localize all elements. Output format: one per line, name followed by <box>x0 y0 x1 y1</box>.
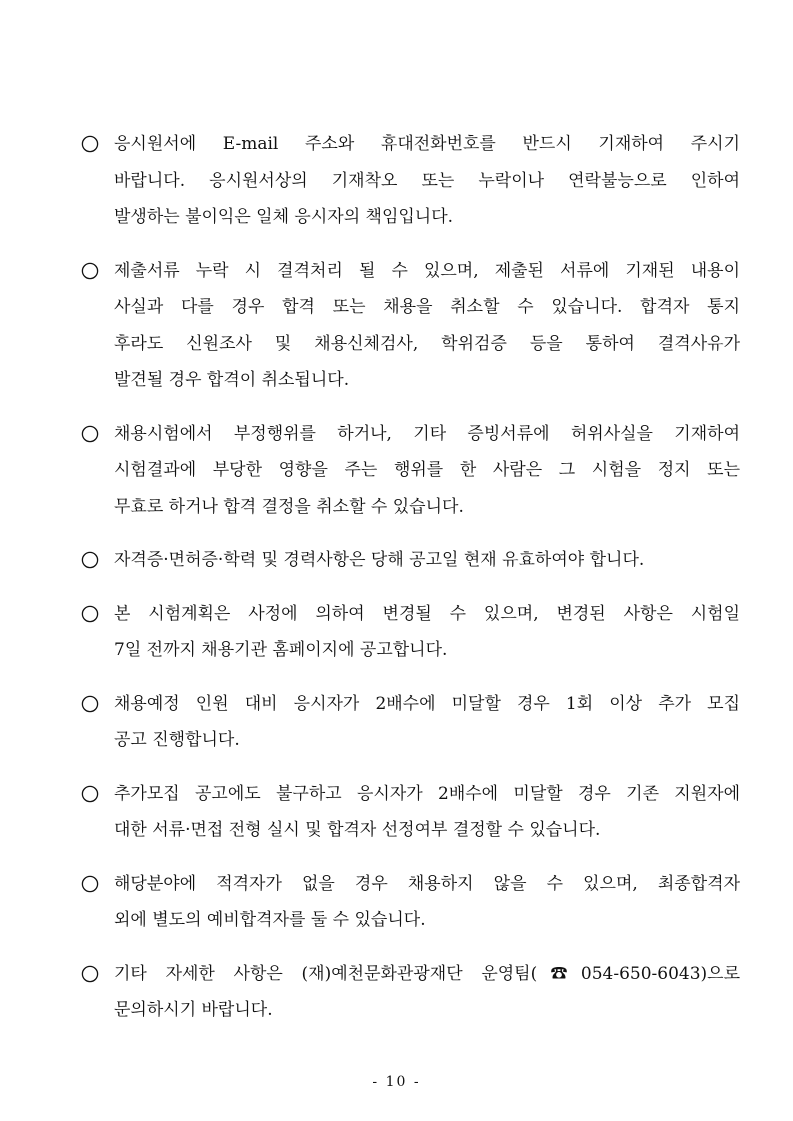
notice-line: 자격증·면허증·학력 및 경력사항은 당해 공고일 현재 유효하여야 합니다. <box>114 550 645 570</box>
circle-bullet-icon <box>80 134 100 154</box>
circle-bullet-icon <box>80 964 100 984</box>
notice-line: 문의하시기 바랍니다. <box>114 1000 273 1020</box>
notice-line: 채용예정 인원 대비 응시자가 2배수에 미달할 경우 1회 이상 추가 모집 <box>114 693 740 714</box>
notice-text <box>114 596 740 669</box>
circle-bullet-icon <box>80 874 100 894</box>
notice-line: 응시원서에 E-mail 주소와 휴대전화번호를 반드시 기재하여 주시기 <box>114 134 740 154</box>
notice-item <box>80 416 740 526</box>
circle-bullet-icon <box>80 604 100 624</box>
notice-item <box>80 126 740 236</box>
notice-item <box>80 776 740 849</box>
notice-line: 채용시험에서 부정행위를 하거나, 기타 증빙서류에 허위사실을 기재하여 <box>114 423 740 444</box>
notice-line: 발생하는 불이익은 일체 응시자의 책임입니다. <box>114 207 454 227</box>
notice-line: 기타 자세한 사항은 (재)예천문화관광재단 운영팀(☎054-650-6043)으로 <box>114 963 740 984</box>
page-number: - 10 - <box>372 1074 421 1090</box>
notice-item <box>80 686 740 759</box>
notice-text <box>114 776 740 849</box>
notice-item <box>80 253 740 399</box>
notice-line: 바랍니다. 응시원서상의 기재착오 또는 누락이나 연락불능으로 인하여 <box>114 170 740 191</box>
notice-line: 추가모집 공고에도 불구하고 응시자가 2배수에 미달할 경우 기존 지원자에 <box>114 783 740 804</box>
circle-bullet-icon <box>80 261 100 281</box>
notice-line: 사실과 다를 경우 합격 또는 채용을 취소할 수 있습니다. 합격자 통지 <box>114 297 740 317</box>
notice-text <box>114 253 740 399</box>
notice-text <box>114 542 740 579</box>
notice-line: 무효로 하거나 합격 결정을 취소할 수 있습니다. <box>114 496 464 517</box>
notice-line: 본 시험계획은 사정에 의하여 변경될 수 있으며, 변경된 사항은 시험일 <box>114 603 740 624</box>
notice-item <box>80 596 740 669</box>
notice-text <box>114 686 740 759</box>
circle-bullet-icon <box>80 424 100 444</box>
notice-text <box>114 126 740 236</box>
notice-line: 발견될 경우 합격이 취소됩니다. <box>114 370 350 390</box>
notice-line: 시험결과에 부당한 영향을 주는 행위를 한 사람은 그 시험을 정지 또는 <box>114 460 740 480</box>
notice-line: 7일 전까지 채용기관 홈페이지에 공고합니다. <box>114 640 448 660</box>
notice-item <box>80 956 740 1029</box>
notice-item <box>80 542 740 579</box>
notice-line: 대한 서류·면접 전형 실시 및 합격자 선정여부 결정할 수 있습니다. <box>114 820 601 840</box>
notice-line: 해당분야에 적격자가 없을 경우 채용하지 않을 수 있으며, 최종합격자 <box>114 873 740 894</box>
notice-line: 제출서류 누락 시 결격처리 될 수 있으며, 제출된 서류에 기재된 내용이 <box>114 260 740 281</box>
notice-line: 외에 별도의 예비합격자를 둘 수 있습니다. <box>114 910 426 930</box>
notice-list <box>80 126 740 1029</box>
notice-line: 후라도 신원조사 및 채용신체검사, 학위검증 등을 통하여 결격사유가 <box>114 333 740 354</box>
circle-bullet-icon <box>80 694 100 714</box>
notice-item <box>80 866 740 939</box>
notice-line: 공고 진행합니다. <box>114 730 240 750</box>
circle-bullet-icon <box>80 784 100 804</box>
notice-text <box>114 956 740 1029</box>
notice-text <box>114 866 740 939</box>
notice-text <box>114 416 740 526</box>
circle-bullet-icon <box>80 550 100 570</box>
